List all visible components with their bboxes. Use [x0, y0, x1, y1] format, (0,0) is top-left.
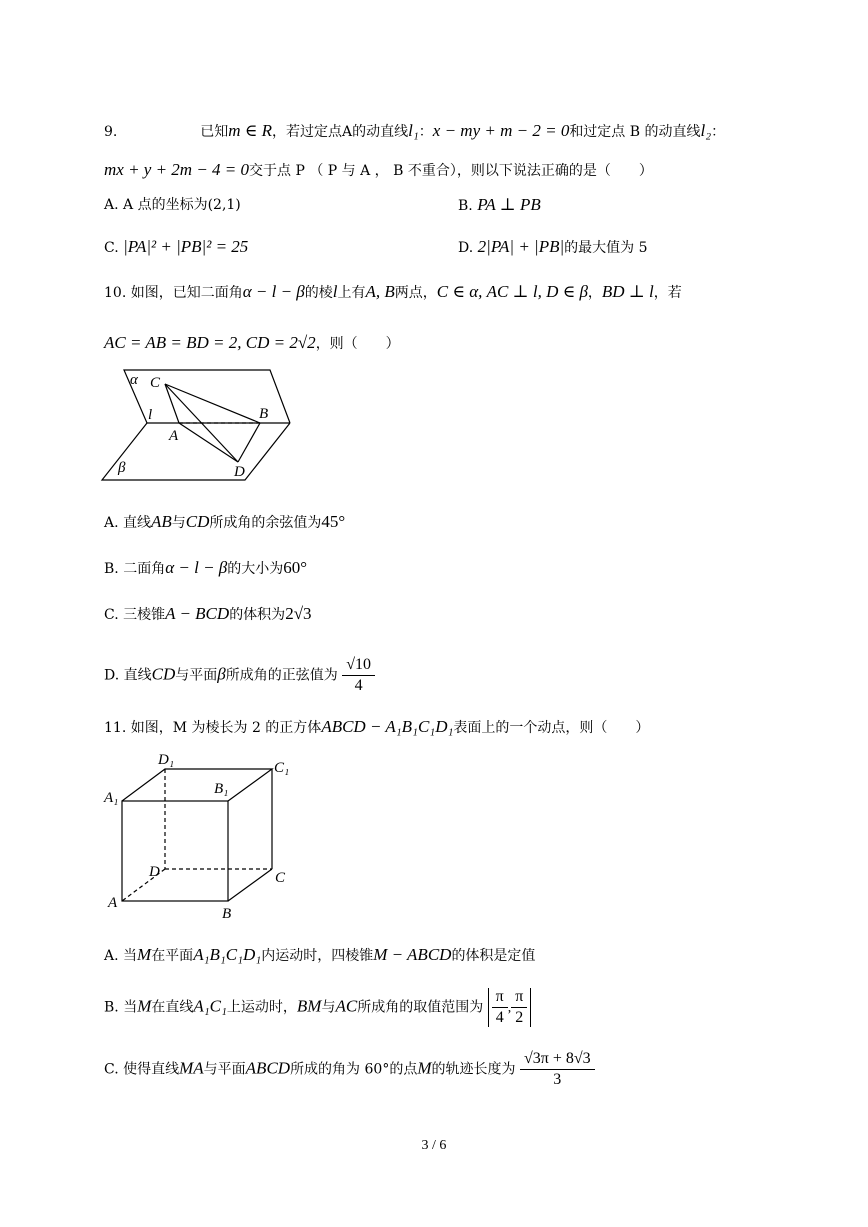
label-d1: D₁	[158, 752, 175, 768]
label-a: A	[108, 895, 118, 911]
label-b: B	[259, 406, 269, 422]
segment-ad	[179, 423, 238, 462]
label-c1: C₁	[274, 760, 290, 776]
label-d: D	[234, 464, 245, 480]
cube-top-face	[122, 769, 272, 801]
segment-bd	[238, 423, 260, 462]
q11-option-a: A. 当M在平面A₁B₁C₁D₁内运动时，四棱锥M − ABCD的体积是定值	[104, 945, 536, 964]
cube-front-face	[122, 801, 228, 901]
label-l: l	[148, 407, 153, 423]
q9-number: 9.	[104, 124, 118, 140]
q11-line1: 11. 如图，M 为棱长为 2 的正方体ABCD − A₁B₁C₁D₁表面上的一个动点，则（ ）	[104, 717, 650, 736]
q10-option-a: A. 直线AB与CD所成角的余弦值为45°	[104, 512, 346, 531]
segment-ca	[165, 384, 179, 423]
label-b1: B₁	[214, 781, 229, 797]
label-b: B	[222, 906, 232, 922]
q11-option-c: C. 使得直线MA与平面ABCD所成的角为 60°的点M的轨迹长度为 $\frac{√3\pi + 8√3}{3}$	[104, 1050, 595, 1089]
q10-option-c: C. 三棱锥A − BCD的体积为2√3	[104, 604, 312, 623]
edge-c-b	[228, 869, 272, 901]
q9-line1: 9. 已知m ∈ R，若过定点A的动直线l₁：x − my + m − 2 = 0和过定点 B 的动直线l₂：	[104, 121, 726, 140]
label-beta: β	[118, 460, 126, 476]
label-d: D	[149, 864, 160, 880]
q10-option-b: B. 二面角α − l − β的大小为60°	[104, 558, 308, 577]
fraction-pi-over-4: $\frac{\pi}{4}$	[492, 988, 508, 1027]
fraction-trajectory-length: $\frac{√3\pi + 8√3}{3}$	[520, 1050, 595, 1089]
segment-cb	[165, 384, 260, 423]
dihedral-angle-figure	[100, 362, 300, 487]
q9-option-a: A. A 点的坐标为(2,1)	[104, 197, 241, 213]
q11-option-b: B. 当M在直线A₁C₁上运动时，BM与AC所成角的取值范围为 $\frac{\pi}{4}$ , $\frac{\pi}{2}$	[104, 988, 531, 1027]
q9-option-b: B. PA ⊥ PB	[458, 195, 541, 214]
q10-option-d: D. 直线CD与平面β所成角的正弦值为 $\frac{√10}{4}$	[104, 656, 375, 695]
cube-figure	[100, 748, 300, 923]
label-a: A	[169, 428, 179, 444]
plane-beta-outline	[102, 423, 290, 480]
q9-option-c: C. |PA|² + |PB|² = 25	[104, 237, 249, 256]
q10-line1: 10. 如图，已知二面角α − l − β的棱l上有A, B两点，C ∈ α, AC ⊥ l, D ∈ β，BD ⊥ l，若	[104, 282, 682, 301]
label-alpha: α	[130, 372, 138, 388]
q10-line2: AC = AB = BD = 2, CD = 2√2，则（ ）	[104, 333, 400, 352]
q9-line2: mx + y + 2m − 4 = 0交于点 P （ P 与 A ， B 不重合），则以下说法正确的是（ ）	[104, 160, 653, 179]
fraction-sqrt10-over-4: $\frac{√10}{4}$	[342, 656, 375, 695]
page-number: 3 / 6	[421, 1138, 447, 1153]
label-c: C	[150, 375, 161, 391]
fraction-pi-over-2: $\frac{\pi}{2}$	[511, 988, 527, 1027]
q9-option-d: D. 2|PA| + |PB|的最大值为 5	[458, 237, 648, 256]
label-c: C	[275, 870, 286, 886]
interval-bracket: $\frac{\pi}{4}$ , $\frac{\pi}{2}$	[488, 988, 532, 1027]
label-a1: A₁	[104, 790, 119, 806]
